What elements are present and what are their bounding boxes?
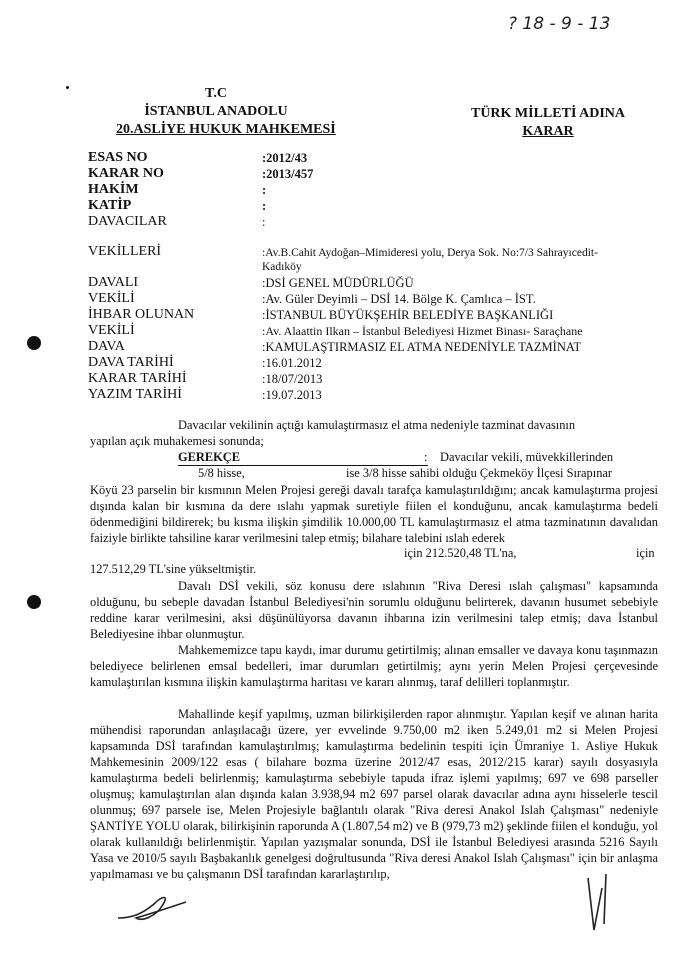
claim-amount-1: için 212.520,48 TL'na, <box>404 546 517 560</box>
verdict-line-nation: TÜRK MİLLETİ ADINA <box>470 106 626 121</box>
punch-hole-2 <box>27 595 41 609</box>
label-katip: KATİP <box>88 198 132 213</box>
intro-line-2: yapılan açık muhakemesi sonunda; <box>90 434 264 448</box>
label-ihbar-vekili: VEKİLİ <box>88 323 135 338</box>
claim-last-line: 127.512,29 TL'sine yükseltmiştir. <box>90 562 257 576</box>
paragraph-evidence <box>90 642 658 690</box>
paragraph-defense-body: Davalı DSİ vekili, söz konusu dere ıslahının "Riva Deresi ıslah çalışması" kapsamında olduğunu, bu sebeple davadan İstanbul Belediyesi'nin sorumlu olduğunu belirterek, davanın husumet sebebiyle reddine karar verilmesini, aksi düşünülüyorsa davanın ihbarına izin verilmesini talep etmiş; dava İstanbul Belediyesine ihbar olunmuştur. <box>90 579 658 641</box>
value-dava-tarihi: :16.01.2012 <box>262 356 322 370</box>
label-esas-no: ESAS NO <box>88 150 148 165</box>
label-karar-no: KARAR NO <box>88 166 164 181</box>
label-yazim-tarihi: YAZIM TARİHİ <box>88 387 182 402</box>
intro-line-1: Davacılar vekilinin açtığı kamulaştırmasız el atma nedeniyle tazminat davasının <box>178 418 576 432</box>
paragraph-claim <box>90 482 658 546</box>
paragraph-inspection-body: Mahallinde keşif yapılmış, uzman bilirkişilerden rapor alınmıştır. Yapılan keşif ve alınan harita mühendisi raporundan anlaşılacağı üzere, yer evvelinde 9.750,00 m2 iken 5.249,01 m2 si Melen Projesi kapsamında DSİ tarafından kamulaştırılmış; kamulaştırma bedelinin tespiti için Ümraniye 1. Asliye Hukuk Mahkemesinin 2009/122 esas ( bilahare bozma üzerine 2012/47 esas, 2012/215 karar) sayılı dosyasıyla kamulaştırma bedeli belirlenmiş; kamulaştırma sebebiyle tapuda ifraz işlemi yapılmış; 697 ve 698 parseller oluşmuş; kamulaştırılan alan dışında kalan 3.938,94 m2 697 parsel olarak davacılar adına aynı hisselerle tescil olunmuş; 697 parsele ise, Melen Projesiyle bağlantılı olarak "Riva deresi Anakol Islah Çalışması" nedeniyle ŞANTİYE YOLU olarak, bilirkişinin raporunda A (1.807,54 m2) ve B (979,73 m2) şeklinde fiilen el konduğu, yol olarak kullanıldığı belirlenmiştir. Yapılan yazışmalar sonunda, DSİ ile İstanbul Belediyesi arasında 5216 Sayılı Yasa ve 2010/5 sayılı Başbakanlık genelgesi doğrultusunda "Riva deresi Anakol Islah Çalışması" için bir anlaşma yapılmaması ve bu çalışmanın DSİ tarafından kararlaştırılıp, <box>90 707 658 881</box>
signature-right <box>580 868 620 938</box>
value-esas-no: :2012/43 <box>262 151 308 165</box>
label-davali: DAVALI <box>88 275 139 290</box>
value-yazim-tarihi: :19.07.2013 <box>262 388 322 402</box>
label-davacilar: DAVACILAR <box>88 214 167 229</box>
gerekce-title: GEREKÇE <box>178 450 240 464</box>
court-line-city: İSTANBUL ANADOLU <box>144 104 288 119</box>
value-ihbar-olunan: :İSTANBUL BÜYÜKŞEHİR BELEDİYE BAŞKANLIĞI <box>262 308 554 322</box>
value-vekilleri-cont: Kadıköy <box>262 261 302 273</box>
paragraph-inspection <box>90 706 658 882</box>
gerekce-colon: : <box>424 450 428 464</box>
value-karar-tarihi: :18/07/2013 <box>262 372 323 386</box>
value-davacilar: : <box>262 215 266 229</box>
label-ihbar-olunan: İHBAR OLUNAN <box>88 307 195 322</box>
gerekce-line1: Davacılar vekili, müvekkillerinden <box>440 450 614 464</box>
paragraph-evidence-body: Mahkememizce tapu kaydı, imar durumu getirtilmiş; alınan emsaller ve davaya konu taşınmazın belediyece belirlenen emsal bedelleri, imar durumları getirtilmiş; aynı yerin Melen Projesi çerçevesinde kamulaştırılan kısmına ilişkin kamulaştırma haritası ve kararı alınmış, taraf delilleri toplanmıştır. <box>90 643 658 689</box>
value-katip: : <box>262 199 267 213</box>
label-karar-tarihi: KARAR TARİHİ <box>88 371 187 386</box>
verdict-line-karar: KARAR <box>522 124 574 139</box>
label-dava-tarihi: DAVA TARİHİ <box>88 355 174 370</box>
court-header <box>116 86 336 138</box>
label-hakim: HAKİM <box>88 182 139 197</box>
punch-hole-1 <box>27 336 41 350</box>
value-davali-vekili: :Av. Güler Deyimli – DSİ 14. Bölge K. Çamlıca – İST. <box>262 292 536 306</box>
paragraph-defense <box>90 578 658 642</box>
speck-mark <box>66 86 69 89</box>
label-dava: DAVA <box>88 339 125 354</box>
handwritten-date: ? 18 - 9 - 13 <box>508 14 611 34</box>
signature-left <box>112 888 192 928</box>
court-line-name: 20.ASLİYE HUKUK MAHKEMESİ <box>116 122 336 137</box>
claim-amount-1-tail: için <box>636 546 655 560</box>
court-line-tc: T.C <box>205 86 227 101</box>
verdict-header <box>458 106 638 140</box>
value-dava: :KAMULAŞTIRMASIZ EL ATMA NEDENİYLE TAZMİNAT <box>262 340 582 354</box>
paragraph-claim-body: Köyü 23 parselin bir kısmının Melen Projesi gereği davalı tarafça kamulaştırıldığını; ancak kamulaştırma projesi dışında kalan bir kısmına da dere ıslahı yapmak suretiyle fiilen el konduğunu, ancak kamulaştırma bedeli ödenmediğini bildirerek; bu kısma ilişkin şimdilik 10.000,00 TL kamulaştırmasız el atma tazminatının davalıdan faiziyle birlikte tahsiline karar verilmesini talep etmiş; bilahare talebini ıslah ederek <box>90 483 658 545</box>
value-hakim: : <box>262 183 267 197</box>
label-vekilleri: VEKİLLERİ <box>88 244 162 259</box>
label-davali-vekili: VEKİLİ <box>88 291 135 306</box>
value-karar-no: :2013/457 <box>262 167 314 181</box>
value-davali: :DSİ GENEL MÜDÜRLÜĞÜ <box>262 276 414 290</box>
value-vekilleri: :Av.B.Cahit Aydoğan–Mimideresi yolu, Derya Sok. No:7/3 Sahrayıcedit- <box>262 247 598 259</box>
gerekce-line2b: ise 3/8 hisse sahibi olduğu Çekmeköy İlçesi Sırapınar <box>346 466 613 480</box>
gerekce-line2a: 5/8 hisse, <box>198 466 245 480</box>
value-ihbar-vekili: :Av. Alaattin Ilkan – İstanbul Belediyesi Hizmet Binası- Saraçhane <box>262 324 583 338</box>
